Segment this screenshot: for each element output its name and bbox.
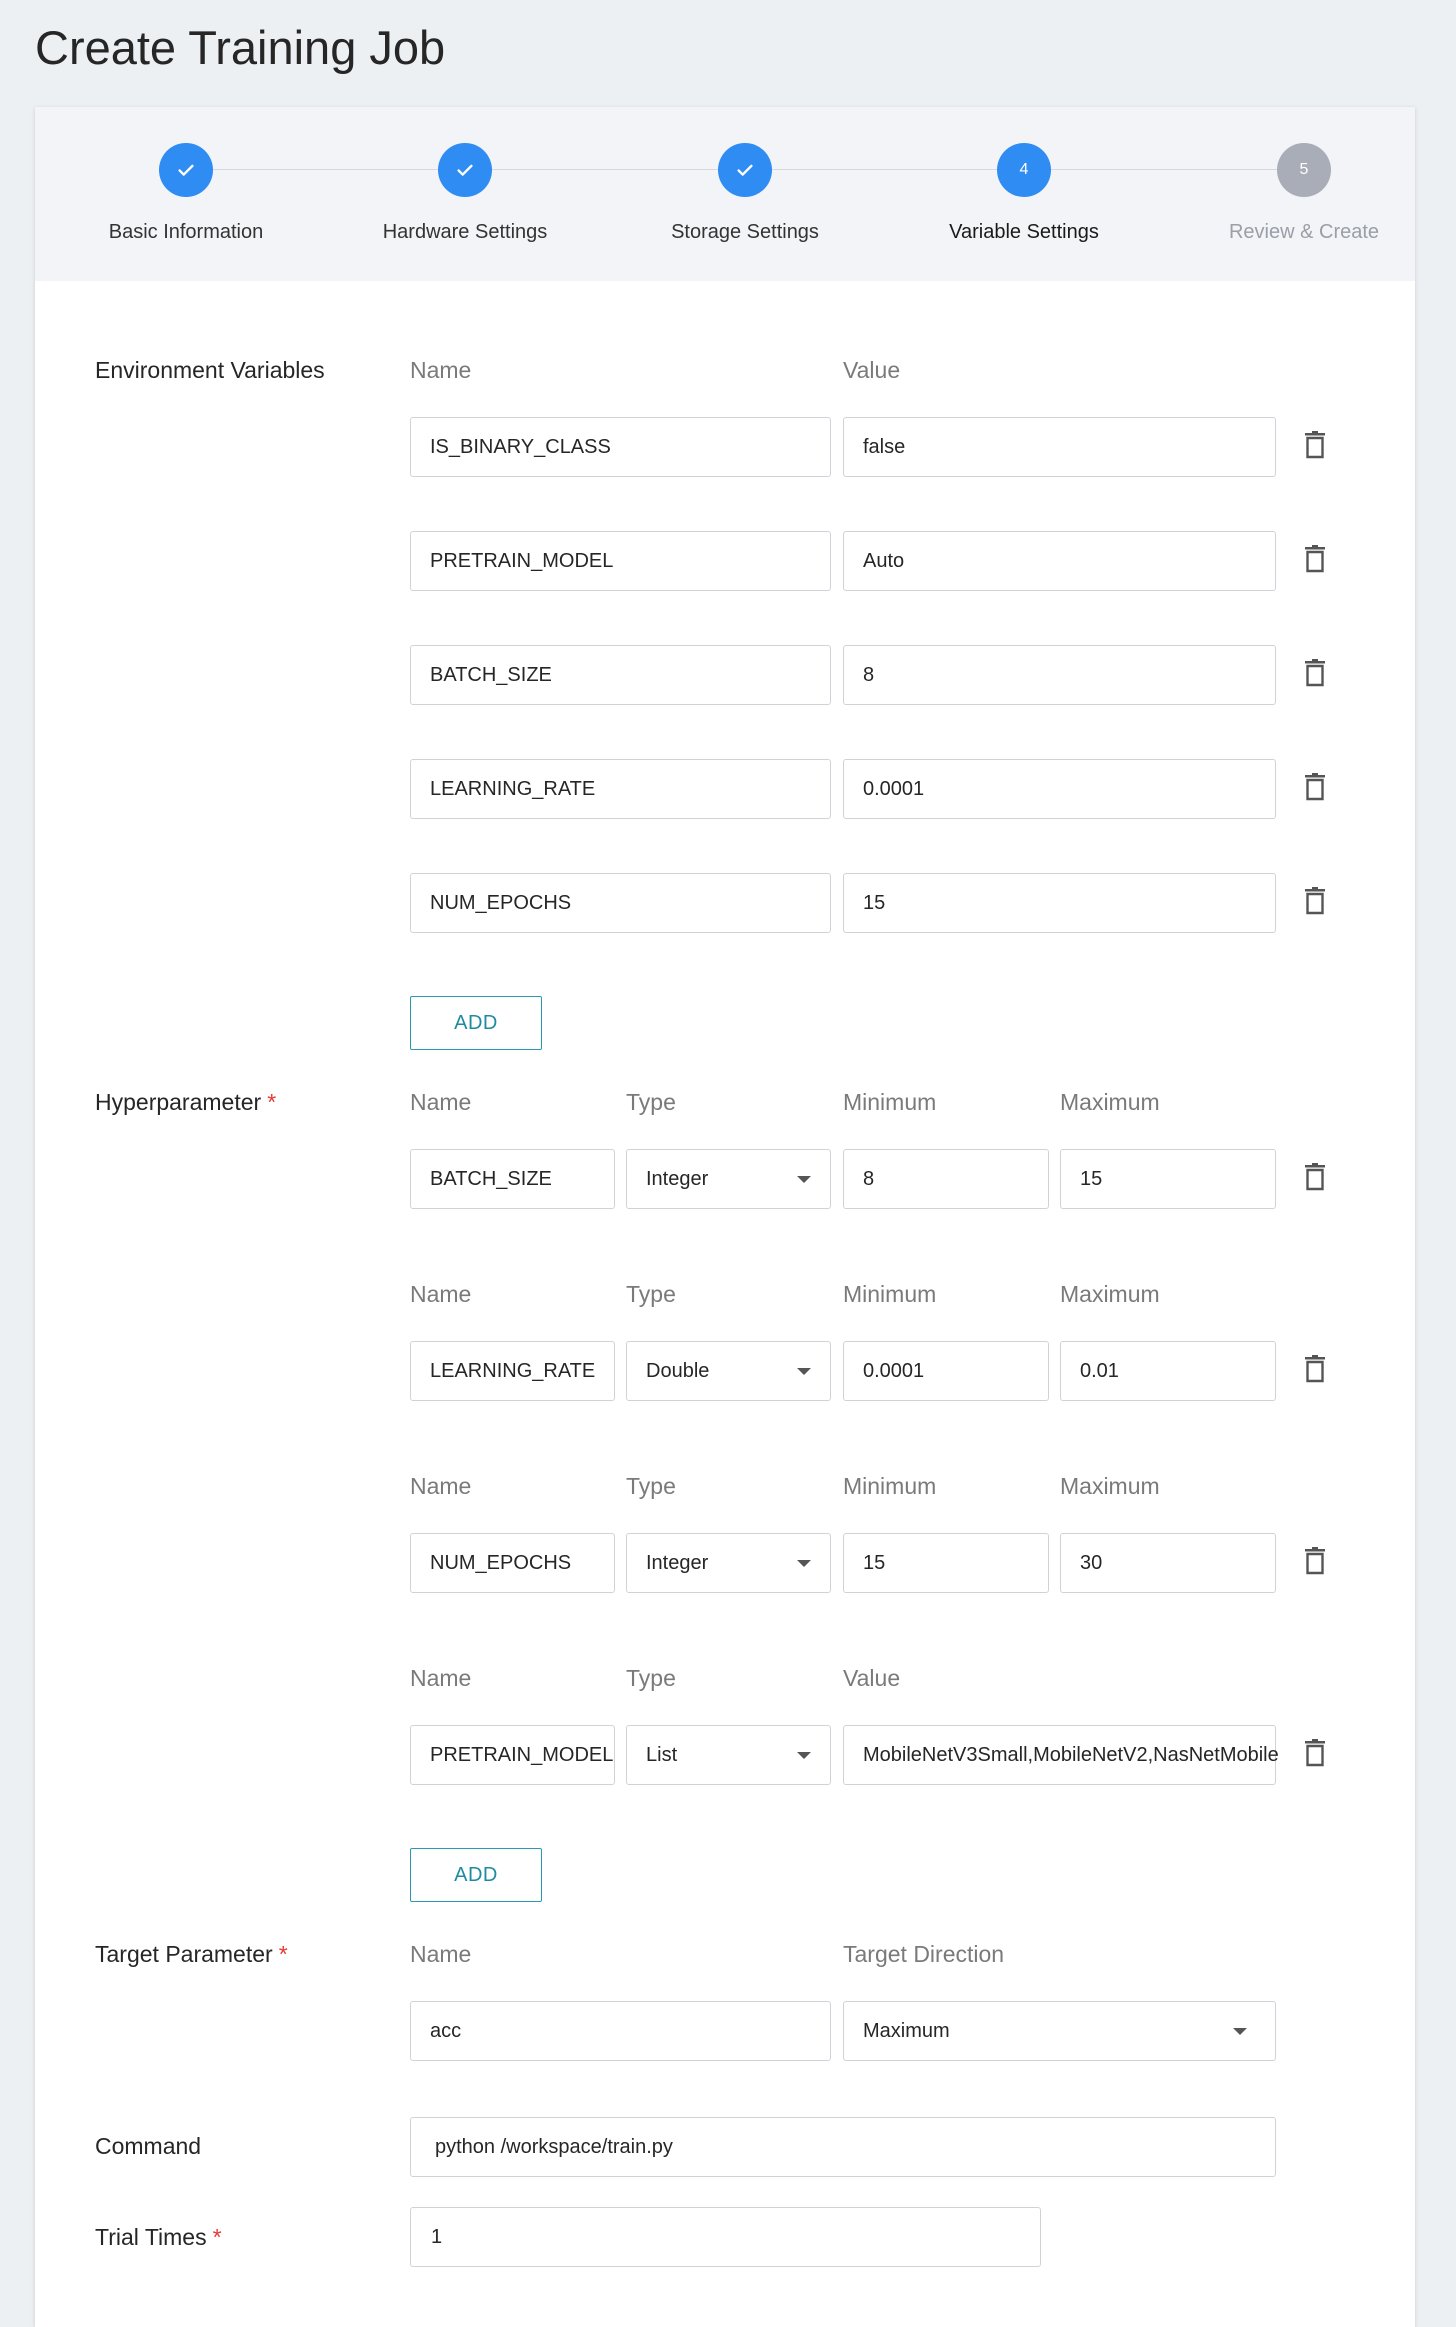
env-value-input[interactable]: false bbox=[843, 417, 1276, 477]
hyper-max-input[interactable]: 0.01 bbox=[1060, 1341, 1276, 1401]
hyper-type-select[interactable]: Integer bbox=[626, 1149, 831, 1209]
env-add-button[interactable]: ADD bbox=[410, 996, 542, 1050]
hyper-label-text: Hyperparameter bbox=[95, 1089, 262, 1115]
env-name-input[interactable]: PRETRAIN_MODEL bbox=[410, 531, 831, 591]
target-col-name: Name bbox=[410, 1941, 472, 1967]
hyper-min-input[interactable]: 0.0001 bbox=[843, 1341, 1049, 1401]
delete-icon[interactable] bbox=[1304, 659, 1326, 687]
step-number: 5 bbox=[1277, 143, 1331, 197]
env-name-input[interactable]: BATCH_SIZE bbox=[410, 645, 831, 705]
hyper-col-name: Name bbox=[410, 1473, 472, 1499]
hyper-col-name: Name bbox=[410, 1665, 472, 1691]
chevron-down-icon bbox=[797, 1560, 811, 1567]
target-col-direction: Target Direction bbox=[843, 1941, 1005, 1967]
hyper-max-input[interactable]: 30 bbox=[1060, 1533, 1276, 1593]
env-value-input[interactable]: Auto bbox=[843, 531, 1276, 591]
env-col-value: Value bbox=[843, 357, 901, 383]
command-input[interactable]: python /workspace/train.py bbox=[410, 2117, 1276, 2177]
env-name-input[interactable]: NUM_EPOCHS bbox=[410, 873, 831, 933]
hyper-col-type: Type bbox=[626, 1665, 676, 1691]
env-value-input[interactable]: 8 bbox=[843, 645, 1276, 705]
required-mark: * bbox=[267, 1089, 277, 1115]
hyper-col-max: Maximum bbox=[1060, 1473, 1160, 1499]
step-hardware-settings[interactable] bbox=[325, 143, 605, 245]
trial-times-input[interactable]: 1 bbox=[410, 2207, 1041, 2267]
hyper-value-input[interactable]: MobileNetV3Small,MobileNetV2,NasNetMobile bbox=[843, 1725, 1276, 1785]
check-icon bbox=[438, 143, 492, 197]
delete-icon[interactable] bbox=[1304, 1355, 1326, 1383]
hyper-col-min: Minimum bbox=[843, 1473, 937, 1499]
check-icon bbox=[718, 143, 772, 197]
step-label: Hardware Settings bbox=[382, 221, 548, 243]
env-name-input[interactable]: LEARNING_RATE bbox=[410, 759, 831, 819]
hyper-name-input[interactable]: BATCH_SIZE bbox=[410, 1149, 615, 1209]
env-col-name: Name bbox=[410, 357, 472, 383]
check-icon bbox=[159, 143, 213, 197]
hyper-min-input[interactable]: 15 bbox=[843, 1533, 1049, 1593]
step-basic-information[interactable] bbox=[46, 143, 326, 245]
chevron-down-icon bbox=[797, 1752, 811, 1759]
step-label: Basic Information bbox=[108, 221, 264, 243]
step-label: Storage Settings bbox=[671, 221, 819, 243]
delete-icon[interactable] bbox=[1304, 1163, 1326, 1191]
delete-icon[interactable] bbox=[1304, 1739, 1326, 1767]
trial-section-label bbox=[95, 2224, 222, 2251]
step-label: Review & Create bbox=[1228, 221, 1380, 243]
required-mark: * bbox=[278, 1941, 288, 1967]
stepper bbox=[35, 107, 1415, 281]
hyper-col-min: Minimum bbox=[843, 1281, 937, 1307]
hyper-col-value: Value bbox=[843, 1665, 901, 1691]
step-review-create[interactable] bbox=[1164, 143, 1444, 245]
delete-icon[interactable] bbox=[1304, 1547, 1326, 1575]
hyper-name-input[interactable]: PRETRAIN_MODEL bbox=[410, 1725, 615, 1785]
hyper-section-label bbox=[95, 1089, 276, 1116]
target-direction-select[interactable]: Maximum bbox=[843, 2001, 1276, 2061]
hyper-add-button[interactable]: ADD bbox=[410, 1848, 542, 1902]
hyper-min-input[interactable]: 8 bbox=[843, 1149, 1049, 1209]
page-title: Create Training Job bbox=[35, 21, 446, 74]
step-variable-settings[interactable] bbox=[884, 143, 1164, 245]
hyper-name-input[interactable]: LEARNING_RATE bbox=[410, 1341, 615, 1401]
hyper-col-type: Type bbox=[626, 1089, 676, 1115]
command-label: Command bbox=[95, 2133, 202, 2159]
step-number: 4 bbox=[997, 143, 1051, 197]
delete-icon[interactable] bbox=[1304, 773, 1326, 801]
delete-icon[interactable] bbox=[1304, 431, 1326, 459]
hyper-type-select[interactable]: Integer bbox=[626, 1533, 831, 1593]
hyper-col-name: Name bbox=[410, 1281, 472, 1307]
hyper-col-name: Name bbox=[410, 1089, 472, 1115]
hyper-col-type: Type bbox=[626, 1281, 676, 1307]
hyper-col-max: Maximum bbox=[1060, 1281, 1160, 1307]
env-section-label: Environment Variables bbox=[95, 357, 325, 383]
hyper-col-max: Maximum bbox=[1060, 1089, 1160, 1115]
env-value-input[interactable]: 0.0001 bbox=[843, 759, 1276, 819]
hyper-type-select[interactable]: List bbox=[626, 1725, 831, 1785]
step-label: Variable Settings bbox=[949, 221, 1099, 243]
hyper-col-min: Minimum bbox=[843, 1089, 937, 1115]
env-name-input[interactable]: IS_BINARY_CLASS bbox=[410, 417, 831, 477]
chevron-down-icon bbox=[1233, 2028, 1247, 2035]
hyper-col-type: Type bbox=[626, 1473, 676, 1499]
env-value-input[interactable]: 15 bbox=[843, 873, 1276, 933]
target-label-text: Target Parameter bbox=[95, 1941, 273, 1967]
chevron-down-icon bbox=[797, 1176, 811, 1183]
chevron-down-icon bbox=[797, 1368, 811, 1375]
target-section-label bbox=[95, 1941, 288, 1968]
delete-icon[interactable] bbox=[1304, 887, 1326, 915]
target-name-input[interactable]: acc bbox=[410, 2001, 831, 2061]
required-mark: * bbox=[212, 2224, 222, 2250]
hyper-max-input[interactable]: 15 bbox=[1060, 1149, 1276, 1209]
form-card bbox=[35, 107, 1415, 2327]
hyper-type-select[interactable]: Double bbox=[626, 1341, 831, 1401]
trial-label-text: Trial Times bbox=[95, 2224, 207, 2250]
hyper-name-input[interactable]: NUM_EPOCHS bbox=[410, 1533, 615, 1593]
delete-icon[interactable] bbox=[1304, 545, 1326, 573]
step-storage-settings[interactable] bbox=[605, 143, 885, 245]
